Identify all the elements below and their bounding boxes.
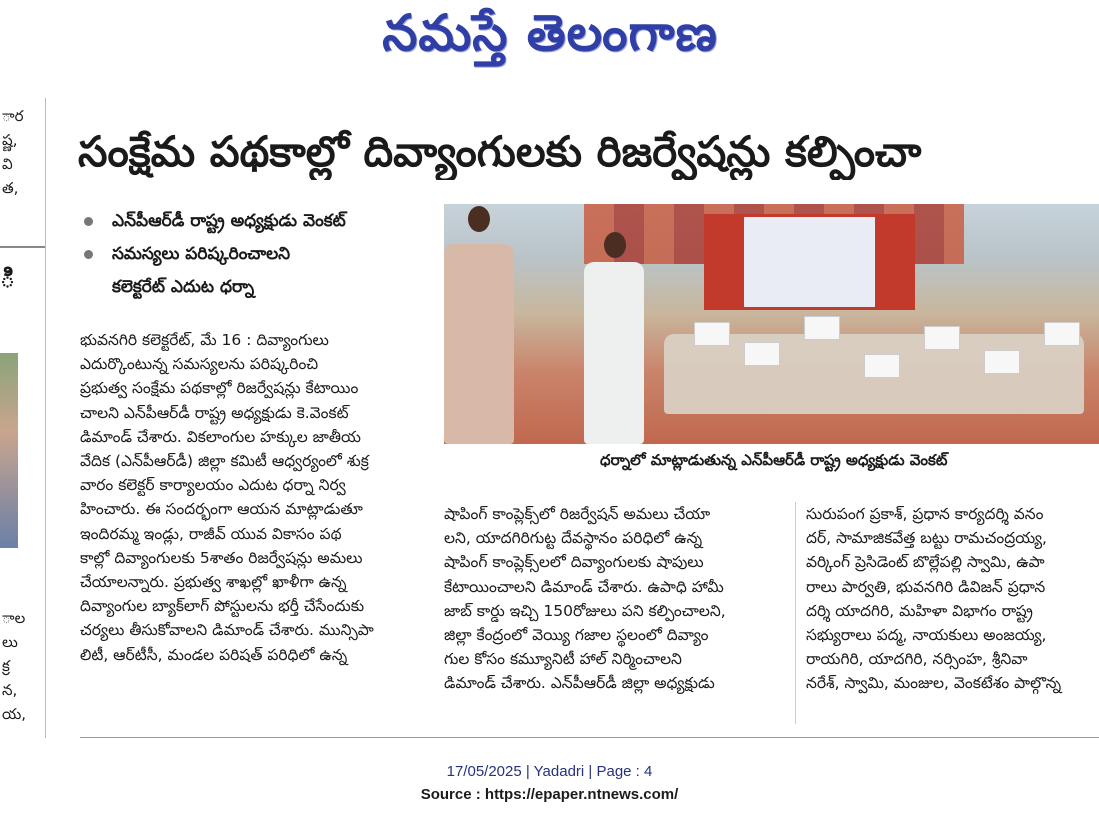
photo-placard	[864, 354, 900, 378]
body-line: ఇందిరమ్మ ఇండ్లు, రాజీవ్ యువ వికాసం పథ	[80, 524, 342, 543]
highlight-text: కలెక్టరేట్ ఎదుట ధర్నా	[112, 277, 255, 297]
body-line: జిల్లా కేంద్రంలో వెయ్యి గజాల స్థలంలో దివ్యాం	[444, 626, 709, 645]
body-line: దర్శి యాదగిరి, మహిళా విభాగం రాష్ట్ర	[806, 601, 1033, 620]
body-line: డిమాండ్ చేశారు. ఎన్‌పీఆర్‌డీ జిల్లా అధ్యక్షుడు	[444, 674, 715, 693]
adjacent-text-fragment: ష్ణ,	[2, 131, 18, 149]
body-line: రాలు పార్వతి, భువనగిరి డివిజన్ ప్రధాన	[806, 577, 1046, 596]
adjacent-article-strip	[0, 98, 46, 738]
body-line: దివ్యాంగుల బ్యాక్‌లాగ్ పోస్టులను భర్తీ చేసేందుకు	[80, 597, 365, 616]
photo-head	[604, 232, 626, 258]
body-line: చాలని ఎన్‌పీఆర్‌డీ రాష్ట్ర అధ్యక్షుడు కె.వెంకట్	[80, 403, 349, 422]
column-divider	[795, 502, 796, 724]
photo-person	[444, 244, 514, 444]
epaper-footer	[0, 760, 1099, 806]
photo-placard	[924, 326, 960, 350]
photo-placard	[744, 342, 780, 366]
body-line: ఎదుర్కొంటున్న సమస్యలను పరిష్కరించి	[80, 355, 319, 374]
article-highlights	[84, 205, 434, 304]
body-line: ప్రభుత్వ సంక్షేమ పథకాల్లో రిజర్వేషన్లు కేటాయిం	[80, 379, 359, 398]
adjacent-text-fragment: లు	[2, 633, 18, 651]
photo-caption: ధర్నాలో మాట్లాడుతున్న ఎన్‌పీఆర్‌డీ రాష్ట్ర అధ్యక్షుడు వెంకట్	[600, 451, 948, 469]
clipping-bottom-divider	[80, 737, 1099, 738]
adjacent-text-fragment: త,	[2, 179, 19, 197]
source-link[interactable]: Source : https://epaper.ntnews.com/	[420, 786, 679, 803]
divider	[0, 246, 45, 248]
body-line: దర్, సామాజికవేత్త బట్టు రామచంద్రయ్య,	[806, 529, 1047, 548]
body-line: జాబ్ కార్డు ఇచ్చి 150రోజులు పని కల్పించాలని,	[444, 601, 726, 620]
highlight-item	[84, 271, 434, 304]
body-line: డిమాండ్ చేశారు. వికలాంగుల హక్కుల జాతీయ	[80, 427, 361, 446]
adjacent-photo	[0, 353, 18, 548]
article-photo	[444, 204, 1099, 444]
body-line: షాపింగ్ కాంప్లెక్స్‌లలో దివ్యాంగులకు షాపులు	[444, 553, 704, 572]
adjacent-headline-fragment: ి	[0, 264, 16, 294]
masthead-logo: నమస్తే తెలంగాణ	[382, 3, 718, 62]
adjacent-text-fragment: ాల	[2, 609, 26, 627]
photo-head	[468, 206, 490, 232]
body-line: వర్కింగ్ ప్రెసిడెంట్ బొల్లేపల్లి స్వామి, ఉపా	[806, 553, 1045, 572]
body-line: నరేశ్, స్వామి, మంజుల, వెంకటేశం పాల్గొన్న	[806, 674, 1062, 693]
highlight-item	[84, 205, 434, 238]
photo-placard	[804, 316, 840, 340]
body-line: చేయాలన్నారు. ప్రభుత్వ శాఖల్లో ఖాళీగా ఉన్న	[80, 573, 347, 592]
body-line: లిటీ, ఆర్‌టీసీ, మండల పరిషత్ పరిధిలో ఉన్న	[80, 645, 348, 664]
body-line: భువనగిరి కలెక్టరేట్, మే 16 : దివ్యాంగులు	[80, 331, 329, 349]
body-line: వారం కలెక్టర్ కార్యాలయం ఎదుట ధర్నా నిర్వ	[80, 476, 346, 495]
bullet-icon	[84, 217, 93, 226]
body-line: సురుపంగ ప్రకాశ్, ప్రధాన కార్యదర్శి వనం	[806, 505, 1044, 523]
edition-info: 17/05/2025 | Yadadri | Page : 4	[446, 763, 653, 780]
adjacent-text-fragment: వి	[2, 155, 13, 173]
article-column-2	[444, 502, 788, 696]
article-headline: సంక్షేమ పథకాల్లో దివ్యాంగులకు రిజర్వేషన్లు కల్పించా	[78, 127, 922, 176]
body-line: హించారు. ఈ సందర్భంగా ఆయన మాట్లాడుతూ	[80, 500, 363, 519]
article-column-1	[80, 328, 420, 667]
body-line: సభ్యురాలు పద్మ, నాయకులు అంజయ్య,	[806, 626, 1047, 645]
body-line: కాల్లో దివ్యాంగులకు 5శాతం రిజర్వేషన్లు అమలు	[80, 548, 363, 567]
body-line: వేదిక (ఎన్‌పీఆర్‌డీ) జిల్లా కమిటీ ఆధ్వర్యంలో శుక్ర	[80, 452, 369, 471]
body-line: షాపింగ్ కాంప్లెక్స్‌లో రిజర్వేషన్ అమలు చేయా	[444, 505, 711, 523]
article-column-3	[806, 502, 1099, 696]
photo-banner	[704, 214, 915, 310]
body-line: రాయగిరి, యాదగిరి, నర్సింహ, శ్రీనివా	[806, 650, 1028, 669]
newspaper-clipping	[0, 98, 1099, 738]
highlight-text: సమస్యలు పరిష్కరించాలని	[112, 244, 291, 264]
body-line: కేటాయించాలని డిమాండ్ చేశారు. ఉపాధి హామీ	[444, 577, 724, 596]
body-line: చర్యలు తీసుకోవాలని డిమాండ్ చేశారు. మున్సిపా	[80, 621, 374, 640]
body-line: గుల కోసం కమ్యూనిటీ హాల్ నిర్మించాలని	[444, 650, 682, 669]
photo-placard	[1044, 322, 1080, 346]
adjacent-text-fragment: య,	[2, 705, 27, 723]
adjacent-text-fragment: న,	[2, 681, 18, 699]
adjacent-text-fragment: క్ర	[2, 657, 10, 675]
bullet-icon	[84, 250, 93, 259]
photo-placard	[694, 322, 730, 346]
body-line: లని, యాదగిరిగుట్ట దేవస్థానం పరిధిలో ఉన్న	[444, 529, 703, 548]
adjacent-text-fragment: ార	[2, 107, 24, 125]
photo-placard	[984, 350, 1020, 374]
highlight-text: ఎన్‌పీఆర్‌డీ రాష్ట్ర అధ్యక్షుడు వెంకట్	[112, 211, 346, 231]
photo-person	[584, 262, 644, 444]
highlight-item	[84, 238, 434, 271]
